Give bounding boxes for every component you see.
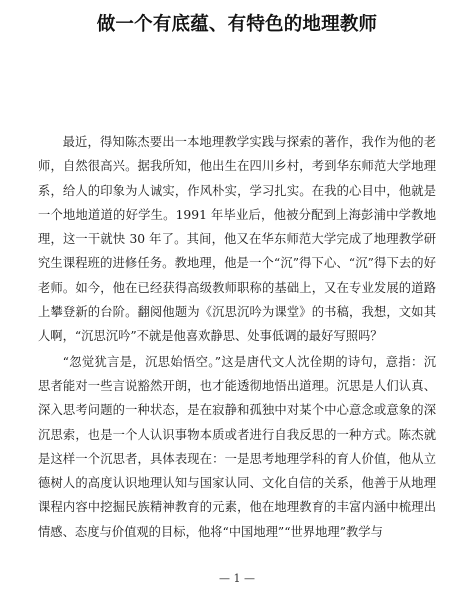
paragraph-2: “忽觉犹言是，沉思始悟空。”这是唐代文人沈佺期的诗句，意指：沉思者能对一些言说豁然开朗，也才能透彻地悟出道理。沉思是人们认真、深入思考问题的一种状态，是在寂静和孤独中对某个中心意念或意象的深沉思索，也是一个人认识事物本质或者进行自我反思的一种方式。陈杰就是这样一个沉思者，具体表现在：一是思考地理学科的育人价值，他从立德树人的高度认识地理认知与国家认同、文化自信的关系，他善于从地理课程内容中挖掘民族精神教育的元素，他在地理教育的丰富内涵中梳理出情感、态度与价值观的目标，他将“中国地理”“世界地理”教学与 — [38, 354, 436, 539]
page-title: 做一个有底蕴、有特色的地理教师 — [96, 14, 378, 35]
body-text — [38, 130, 436, 545]
page-number: — 1 — — [219, 572, 255, 585]
paragraph-1: 最近，得知陈杰要出一本地理教学实践与探索的著作，我作为他的老师，自然很高兴。据我所知，他出生在四川乡村，考到华东师范大学地理系，给人的印象为人诚实，作风朴实，学习扎实。在我的心目中，他就是一个地地道道的好学生。1991 年毕业后，他被分配到上海彭浦中学教地理，这一干就快 30 年了。其间，他又在华东师范大学完成了地理教学研究生课程班的进修任务。教地理，他是一个“沉”得下心、“沉”得下去的好老师。如今，他在已经获得高级教师职称的基础上，又在专业发展的道路上攀登新的台阶。翻阅他题为《沉思沉吟为课堂》的书稿，我想，文如其人啊，“沉思沉吟”不就是他喜欢静思、处事低调的最好写照吗？ — [38, 135, 436, 344]
